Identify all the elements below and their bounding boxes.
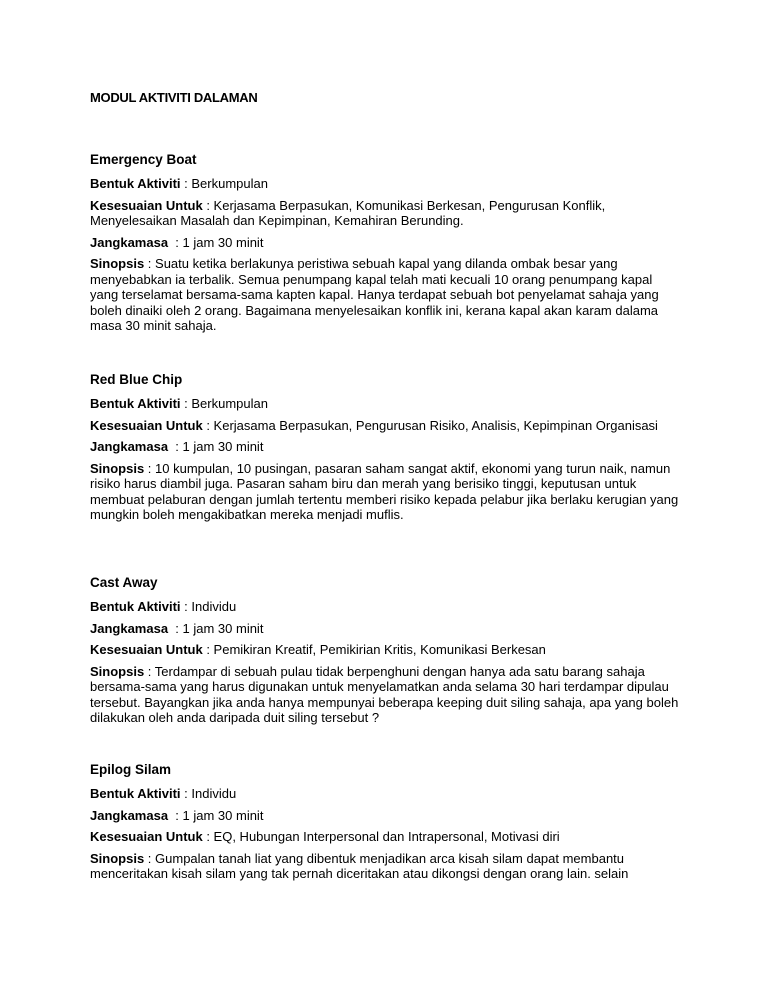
field-separator: : (144, 460, 156, 476)
synopsis-field (90, 256, 680, 334)
field-label: Bentuk Aktiviti (90, 176, 181, 191)
field-separator: : (180, 396, 192, 411)
field-value: Berkumpulan (191, 176, 268, 191)
activity-section-emergency-boat (90, 152, 680, 340)
synopsis-field (90, 664, 680, 726)
field-label: Sinopsis (90, 663, 145, 679)
field-value: Terdampar di sebuah pulau tidak berpenghuni dengan hanya ada satu barang sahaja bersama-sama yang harus digunakan untuk menyelamatkan anda selama 30 hari terdampar dipulau tersebut. Bayangkan jika anda hanya mempunyai beberapa keeping duit siling sahaja, apa yang boleh dilakukan oleh anda daripada duit siling tersebut ? (90, 663, 679, 725)
field-label: Sinopsis (90, 460, 145, 476)
field-separator: : (180, 176, 192, 191)
synopsis-field (90, 851, 680, 882)
activity-title: Red Blue Chip (90, 372, 183, 387)
suitability-field (90, 198, 680, 229)
field-value: Suatu ketika berlakunya peristiwa sebuah kapal yang dilanda ombak besar yang menyebabkan ia terbalik. Semua penumpang kapal telah mati kecuali 10 orang penumpang kapal yang terselamat bersama-sama kapten kapal. Hanya terdapat sebuah bot penyelamat sahaja yang boleh dinaiki oleh 2 orang. Bagaimana menyelesaikan konflik ini, kerana kapal akan karam dalama masa 30 minit sahaja. (90, 256, 659, 333)
duration-field (90, 439, 680, 455)
field-separator: : (202, 642, 214, 657)
field-label: Jangkamasa (90, 234, 169, 250)
field-label: Kesesuaian Untuk (90, 197, 203, 213)
activity-section-epilog-silam (90, 762, 680, 888)
field-value: 1 jam 30 minit (182, 439, 264, 454)
field-separator: : (202, 197, 214, 213)
activity-title: Emergency Boat (90, 152, 197, 167)
field-value: Kerjasama Berpasukan, Pengurusan Risiko, Analisis, Kepimpinan Organisasi (213, 417, 658, 433)
suitability-field (90, 642, 680, 658)
field-label: Kesesuaian Untuk (90, 417, 203, 433)
field-separator: : (144, 850, 156, 866)
field-label: Kesesuaian Untuk (90, 829, 203, 844)
field-separator: : (168, 234, 183, 250)
field-value: Individu (191, 599, 237, 614)
field-value: 1 jam 30 minit (182, 234, 264, 250)
activity-type-field (90, 786, 680, 802)
activity-title: Cast Away (90, 575, 158, 590)
activity-section-red-blue-chip (90, 372, 680, 529)
document-title: MODUL AKTIVITI DALAMAN (90, 90, 258, 105)
field-value: 1 jam 30 minit (182, 807, 264, 823)
field-label: Bentuk Aktiviti (90, 599, 181, 614)
activity-title: Epilog Silam (90, 762, 172, 777)
field-value: Pemikiran Kreatif, Pemikirian Kritis, Komunikasi Berkesan (213, 642, 546, 657)
field-label: Jangkamasa (90, 439, 169, 454)
field-separator: : (202, 829, 214, 844)
field-separator: : (202, 417, 214, 433)
field-value: Berkumpulan (191, 396, 268, 411)
field-label: Bentuk Aktiviti (90, 396, 181, 411)
field-label: Sinopsis (90, 850, 145, 866)
field-value: Gumpalan tanah liat yang dibentuk menjadikan arca kisah silam dapat membantu menceritakan kisah silam yang tak pernah diceritakan atau dikongsi dengan orang lain. selain (90, 850, 629, 881)
duration-field (90, 621, 680, 637)
field-value: Individu (191, 786, 237, 801)
field-value: 1 jam 30 minit (182, 620, 264, 636)
synopsis-field (90, 461, 680, 523)
field-separator: : (168, 807, 183, 823)
field-separator: : (144, 663, 155, 679)
activity-type-field (90, 396, 680, 412)
field-value: Kerjasama Berpasukan, Komunikasi Berkesan, Pengurusan Konflik, Menyelesaikan Masalah dan Kepimpinan, Kemahiran Berunding. (90, 197, 606, 228)
field-separator: : (168, 620, 183, 636)
field-value: EQ, Hubungan Interpersonal dan Intrapersonal, Motivasi diri (213, 829, 560, 844)
field-separator: : (180, 786, 192, 801)
field-value: 10 kumpulan, 10 pusingan, pasaran saham sangat aktif, ekonomi yang turun naik, namun risiko harus diambil juga. Pasaran saham biru dan merah yang berisiko tinggi, keputusan untuk membuat pelaburan dengan jumlah tertentu memberi risiko kepada pelabur jika berlaku kerugian yang mungkin boleh mengakibatkan mereka menjadi muflis. (90, 460, 679, 522)
field-label: Kesesuaian Untuk (90, 642, 203, 657)
field-label: Jangkamasa (90, 620, 169, 636)
field-label: Jangkamasa (90, 807, 169, 823)
field-separator: : (168, 439, 183, 454)
field-label: Bentuk Aktiviti (90, 786, 181, 801)
suitability-field (90, 418, 680, 434)
field-separator: : (180, 599, 192, 614)
field-label: Sinopsis (90, 256, 145, 271)
activity-section-cast-away (90, 575, 680, 732)
suitability-field (90, 829, 680, 845)
activity-type-field (90, 599, 680, 615)
field-separator: : (144, 256, 156, 271)
activity-type-field (90, 176, 680, 192)
duration-field (90, 235, 680, 251)
duration-field (90, 808, 680, 824)
